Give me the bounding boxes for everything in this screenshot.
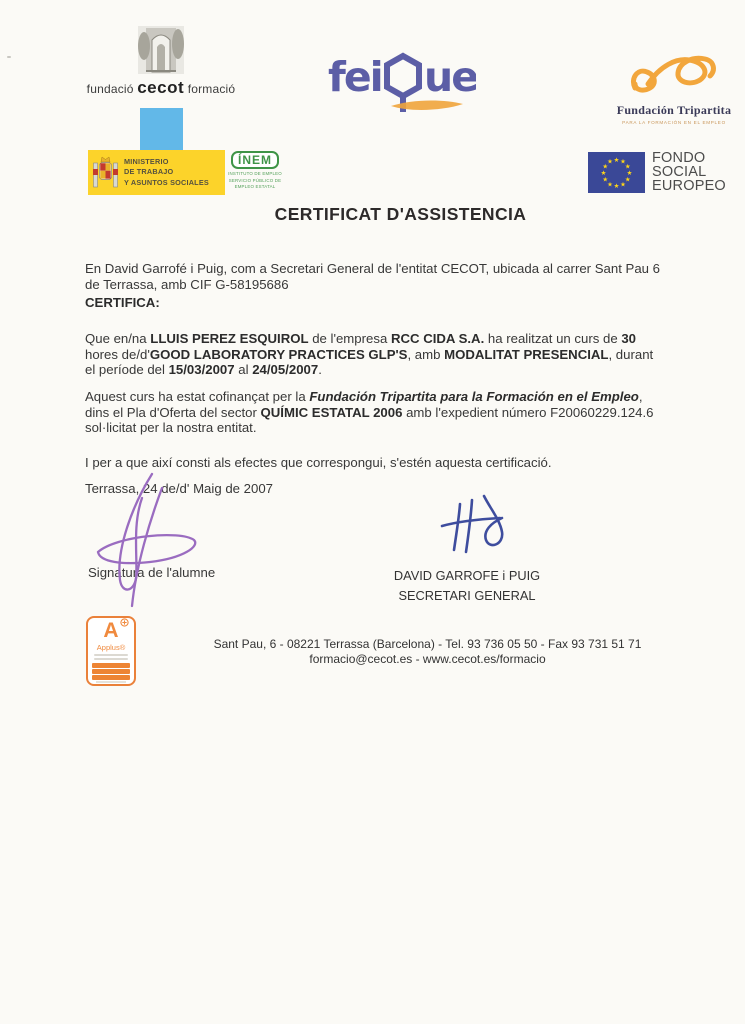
spain-coat-of-arms-icon [92,153,119,192]
feique-hexagon-q-icon [387,56,419,96]
start-date: 15/03/2007 [168,362,235,378]
secretary-title: SECRETARI GENERAL [398,588,536,604]
secretary-signature-block [383,566,551,607]
para2-segment: de l'empresa [308,331,391,347]
course-modality: MODALITAT PRESENCIAL [444,346,609,362]
applus-orange-bars [92,663,130,680]
para3-segment: amb l'expedient número F20060229.124.6 sol·licitat per la nostra entitat. [85,404,654,436]
para2-segment: . [318,362,322,378]
secretary-signature-icon [438,490,538,558]
applus-finetext-line [96,681,126,683]
ministerio-text: MINISTERIO DE TRABAJO Y ASUNTOS SOCIALES [124,156,209,187]
tripartita-logo [606,48,742,125]
student-signature-label: Signatura de l'alumne [88,565,216,580]
applus-finetext-line [94,658,128,660]
svg-text:★: ★ [624,162,631,171]
circle-plus-icon [120,618,129,627]
feique-logo [328,50,476,121]
cecot-brand: cecot [137,78,185,97]
feique-wordmark-icon [328,50,476,116]
cecot-word-pre: fundació [86,82,134,96]
para3-segment: Aquest curs ha estat cofinançat per la [85,389,310,405]
student-name: LLUIS PEREZ ESQUIROL [150,331,309,347]
svg-text:★: ★ [613,155,620,164]
applus-finetext-line [94,654,128,656]
para2-segment: Que en/na [85,331,151,347]
para2-segment: , amb [407,346,445,362]
intro-paragraph: En David Garrofé i Puig, com a Secretari General de l'entitat CECOT, ubicada al carrer Sant Pau 6 de Terrassa, amb CIF G-58195686 [85,261,660,292]
applus-certification-badge [86,616,136,686]
date-line: Terrassa, 24 de/d' Maig de 2007 [85,481,273,497]
svg-text:★: ★ [607,157,613,166]
feique-text-left: fei [328,53,382,101]
fse-logo [588,151,726,194]
tripartita-tagline: PARA LA FORMACIÓN EN EL EMPLEO [622,120,726,125]
svg-text:★: ★ [600,168,607,177]
address-line-1: Sant Pau, 6 - 08221 Terrassa (Barcelona) - Tel. 93 736 05 50 - Fax 93 731 51 71 [213,637,642,651]
svg-text:★: ★ [602,162,609,171]
address-line-2: formacio@cecot.es - www.cecot.es/formacio [309,652,546,666]
svg-text:★: ★ [624,175,631,184]
end-date: 24/05/2007 [252,362,319,378]
cecot-wordmark [76,78,246,98]
funding-entity: Fundación Tripartita para la Formación en el Empleo [309,389,639,405]
cecot-word-post: formació [187,82,236,96]
closing-statement: I per a que així consti als efectes que correspongui, s'estén aquesta certificació. [85,455,552,471]
course-name: GOOD LABORATORY PRACTICES GLP'S [149,346,408,362]
para3-segment: , dins el Pla d'Oferta del sector [85,389,643,420]
secretary-name: DAVID GARROFE i PUIG [393,568,541,583]
applus-letter: A [103,620,118,641]
ministerio-logo [88,150,225,195]
svg-text:★: ★ [613,181,620,190]
inem-badge: ÍNEM [231,151,279,169]
eu-flag-icon [588,152,645,193]
svg-text:★: ★ [626,168,633,177]
applus-brand: Applus® [96,643,126,652]
feique-text-right: ue [424,53,476,101]
svg-text:★: ★ [620,157,626,166]
tripartita-name: Fundación Tripartita [616,103,732,117]
inem-logo [224,151,286,191]
svg-text:★: ★ [602,175,609,184]
course-hours: 30 [621,331,636,347]
cecot-blue-square-icon [140,108,183,150]
fse-text: FONDO SOCIAL EUROPEO [652,150,726,195]
funding-paragraph [85,389,665,436]
footer-address [150,637,705,667]
sector-plan: QUÍMIC ESTATAL 2006 [260,404,403,420]
company-name: RCC CIDA S.A. [390,331,485,347]
svg-text:★: ★ [607,180,613,189]
cecot-building-photo-icon [138,26,184,74]
para2-segment: ha realitzat un curs de [484,331,622,347]
para2-segment: al [234,362,253,378]
course-paragraph [85,331,665,378]
svg-text:★: ★ [620,180,626,189]
certifica-heading: CERTIFICA: [85,295,160,310]
para2-segment: , durant el període del [85,346,654,378]
inem-subtext: INSTITUTO DE EMPLEO SERVICIO PÚBLICO DE EMPLEO ESTATAL [228,171,282,190]
para2-segment: hores de/d' [85,346,150,362]
page-title: CERTIFICAT D'ASSISTENCIA [274,204,527,224]
scan-artifact [7,56,11,58]
tripartita-swoosh-icon [626,48,722,96]
cecot-logo [76,26,246,150]
